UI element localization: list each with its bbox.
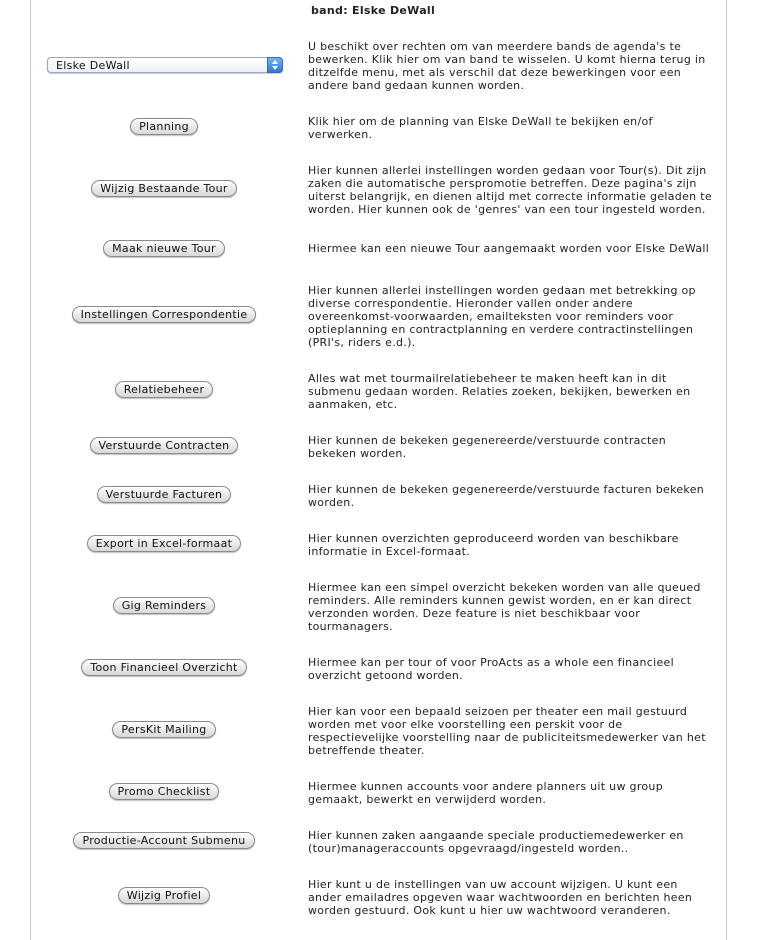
menu-description: Hier kunnen allerlei instellingen worden gedaan met betrekking op diverse correspondentie. Hieronder vallen onder andere overeenkomst-voorwaarden, emailteksten voor reminders voor optieplanning en contractplanning en verdere contractinstellingen (PRI's, riders e.d.). [308, 284, 696, 349]
menu-description: Klik hier om de planning van Elske DeWall te bekijken en/of verwerken. [308, 115, 653, 141]
band-select-description: U beschikt over rechten om van meerdere bands de agenda's te bewerken. Klik hier om van band te wisselen. U komt hierna terug in ditzelfde menu, met als verschil dat deze bewerkingen voor een andere band gedaan kunnen worden. [308, 40, 706, 92]
menu-description: Hier kunnen zaken aangaande speciale productiemedewerker en (tour)manageraccounts opgevraagd/ingesteld worden.. [308, 829, 684, 855]
band-select-value: Elske DeWall [56, 59, 130, 72]
edit-tour-button[interactable]: Wijzig Bestaande Tour [91, 180, 237, 197]
menu-description: Hier kunnen de bekeken gegenereerde/verstuurde contracten bekeken worden. [308, 434, 666, 460]
menu-description: Hier kan voor een bepaald seizoen per theater een mail gestuurd worden met voor elke voorstelling een perskit voor de respectievelijke voorstelling naar de publiciteitsmedewerker van het betreffende theater. [308, 705, 706, 757]
excel-export-button[interactable]: Export in Excel-formaat [87, 535, 241, 552]
new-tour-button[interactable]: Maak nieuwe Tour [103, 240, 225, 257]
relations-button[interactable]: Relatiebeheer [115, 381, 214, 398]
correspondence-settings-button[interactable]: Instellingen Correspondentie [72, 306, 257, 323]
menu-description: Hier kunnen overzichten geproduceerd worden van beschikbare informatie in Excel-formaat. [308, 532, 679, 558]
planning-button[interactable]: Planning [130, 118, 198, 135]
menu-description: Hier kunnen allerlei instellingen worden gedaan voor Tour(s). Dit zijn zaken die automatische perspromotie betreffen. Deze pagina's zijn uiterst belangrijk, en dienen altijd met correcte informatie geladen te worden. Hier kunnen ook de 'genres' van een tour ingesteld worden. [308, 164, 712, 216]
band-select-row [31, 0, 726, 100]
sent-invoices-button[interactable]: Verstuurde Facturen [97, 486, 232, 503]
menu-description: Hier kunnen de bekeken gegenereerde/verstuurde facturen bekeken worden. [308, 483, 705, 509]
page-title: band: Elske DeWall [311, 4, 436, 17]
financial-overview-button[interactable]: Toon Financieel Overzicht [81, 659, 246, 676]
production-account-button[interactable]: Productie-Account Submenu [73, 832, 254, 849]
menu-description: Hiermee kan een nieuwe Tour aangemaakt worden voor Elske DeWall [308, 242, 710, 255]
band-select[interactable] [47, 57, 283, 73]
perskit-mailing-button[interactable]: PersKit Mailing [112, 721, 215, 738]
edit-profile-button[interactable]: Wijzig Profiel [118, 887, 210, 904]
menu-description: Hiermee kunnen accounts voor andere planners uit uw group gemaakt, bewerkt en verwijderd worden. [308, 780, 663, 806]
gig-reminders-button[interactable]: Gig Reminders [113, 597, 216, 614]
promo-checklist-button[interactable]: Promo Checklist [109, 783, 220, 800]
menu-description: Hiermee kan per tour of voor ProActs as a whole een financieel overzicht getoond worden. [308, 656, 674, 682]
menu-description: Alles wat met tourmailrelatiebeheer te maken heeft kan in dit submenu gedaan worden. Relaties zoeken, bekijken, bewerken en aanmaken, etc. [308, 372, 691, 411]
menu-description: Hiermee kan een simpel overzicht bekeken worden van alle queued reminders. Alle reminders kunnen gewist worden, en er kan direct verzonden worden. Deze feature is niet beschikbaar voor tourmanagers. [308, 581, 701, 633]
sent-contracts-button[interactable]: Verstuurde Contracten [90, 437, 239, 454]
select-updown-icon [267, 57, 283, 73]
menu-description: Hier kunt u de instellingen van uw account wijzigen. U kunt een ander emailadres opgeven waar wachtwoorden en berichten heen worden gestuurd. Ook kunt u hier uw wachtwoord veranderen. [308, 878, 693, 917]
